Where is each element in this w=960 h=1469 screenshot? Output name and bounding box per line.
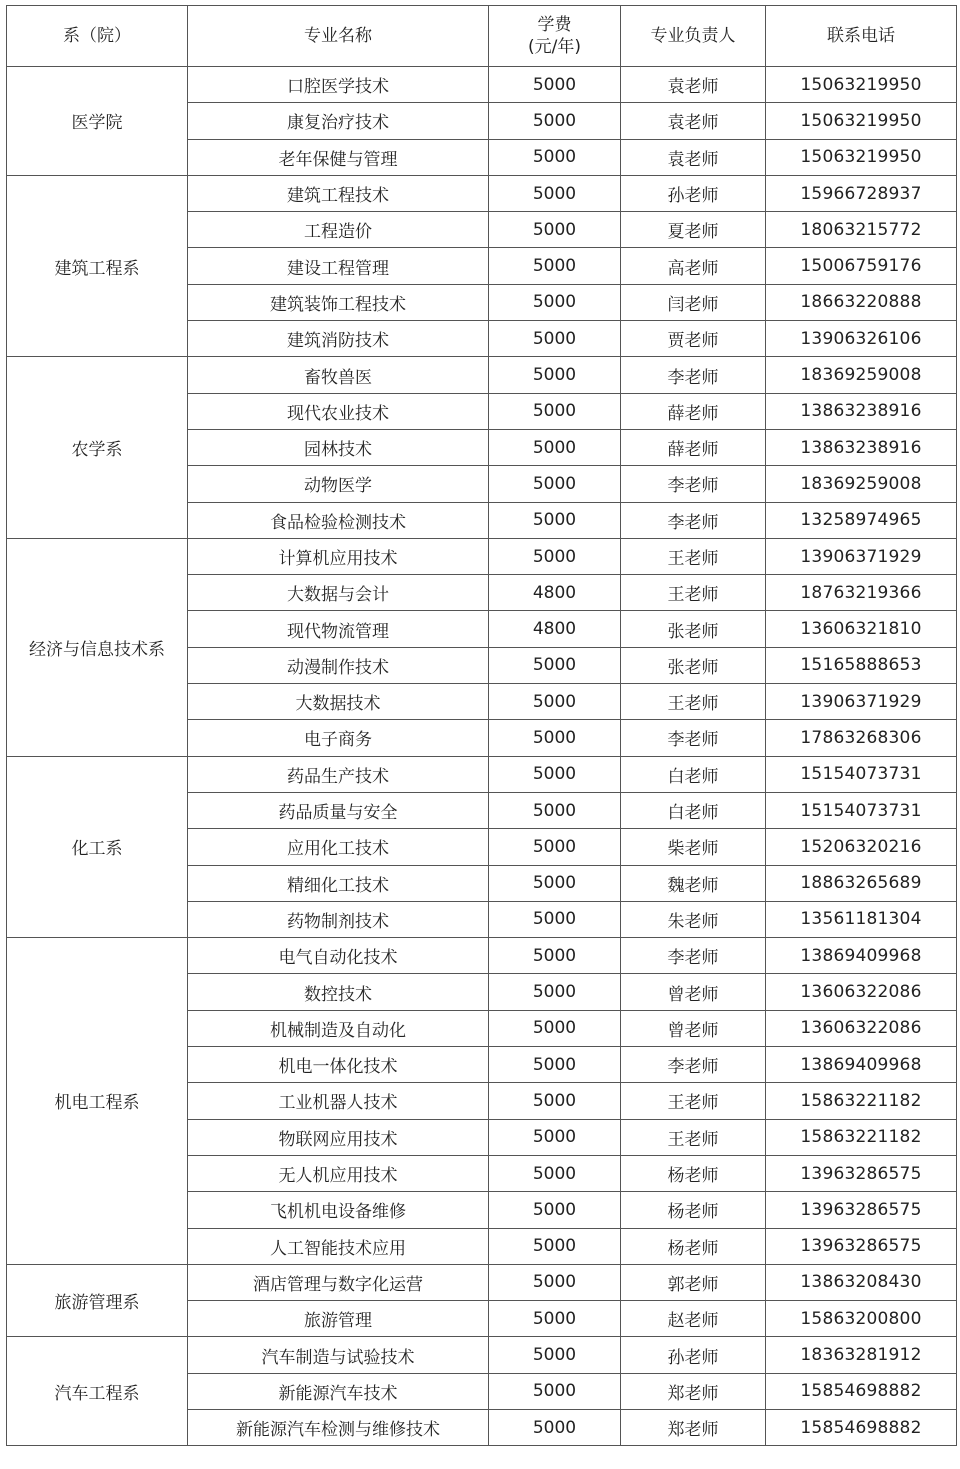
table-body bbox=[7, 67, 957, 1446]
phone-cell: 13606322086 bbox=[766, 974, 957, 1010]
phone-cell: 15854698882 bbox=[766, 1373, 957, 1409]
contact-person-cell: 杨老师 bbox=[621, 1155, 766, 1191]
contact-person-cell: 李老师 bbox=[621, 357, 766, 393]
header-row bbox=[7, 6, 957, 67]
major-cell: 园林技术 bbox=[188, 429, 489, 465]
contact-person-cell: 王老师 bbox=[621, 1083, 766, 1119]
header-contact-person: 专业负责人 bbox=[621, 6, 766, 67]
phone-cell: 15063219950 bbox=[766, 139, 957, 175]
contact-person-cell: 白老师 bbox=[621, 792, 766, 828]
phone-cell: 13258974965 bbox=[766, 502, 957, 538]
table-row bbox=[7, 538, 957, 574]
phone-cell: 15863221182 bbox=[766, 1083, 957, 1119]
major-cell: 机电一体化技术 bbox=[188, 1047, 489, 1083]
contact-person-cell: 王老师 bbox=[621, 1119, 766, 1155]
contact-person-cell: 王老师 bbox=[621, 684, 766, 720]
major-cell: 康复治疗技术 bbox=[188, 103, 489, 139]
major-cell: 动物医学 bbox=[188, 466, 489, 502]
fee-cell: 5000 bbox=[489, 901, 621, 937]
phone-cell: 15863221182 bbox=[766, 1119, 957, 1155]
phone-cell: 15063219950 bbox=[766, 103, 957, 139]
major-cell: 药品质量与安全 bbox=[188, 792, 489, 828]
table-row bbox=[7, 357, 957, 393]
fee-cell: 5000 bbox=[489, 1228, 621, 1264]
major-cell: 新能源汽车检测与维修技术 bbox=[188, 1409, 489, 1445]
contact-person-cell: 孙老师 bbox=[621, 175, 766, 211]
fee-cell: 5000 bbox=[489, 1264, 621, 1300]
major-cell: 飞机机电设备维修 bbox=[188, 1192, 489, 1228]
contact-person-cell: 孙老师 bbox=[621, 1337, 766, 1373]
phone-cell: 13606321810 bbox=[766, 611, 957, 647]
phone-cell: 18863265689 bbox=[766, 865, 957, 901]
dept-cell: 旅游管理系 bbox=[7, 1264, 188, 1337]
phone-cell: 13869409968 bbox=[766, 938, 957, 974]
fee-cell: 5000 bbox=[489, 466, 621, 502]
major-cell: 无人机应用技术 bbox=[188, 1155, 489, 1191]
fee-cell: 5000 bbox=[489, 248, 621, 284]
major-cell: 电气自动化技术 bbox=[188, 938, 489, 974]
fee-cell: 5000 bbox=[489, 684, 621, 720]
fee-cell: 5000 bbox=[489, 1409, 621, 1445]
phone-cell: 18063215772 bbox=[766, 212, 957, 248]
table-row bbox=[7, 756, 957, 792]
table-row bbox=[7, 1264, 957, 1300]
contact-person-cell: 赵老师 bbox=[621, 1301, 766, 1337]
fee-cell: 5000 bbox=[489, 357, 621, 393]
contact-person-cell: 李老师 bbox=[621, 1047, 766, 1083]
phone-cell: 13869409968 bbox=[766, 1047, 957, 1083]
fee-cell: 5000 bbox=[489, 647, 621, 683]
major-cell: 建筑工程技术 bbox=[188, 175, 489, 211]
fee-cell: 5000 bbox=[489, 429, 621, 465]
phone-cell: 13606322086 bbox=[766, 1010, 957, 1046]
phone-cell: 18363281912 bbox=[766, 1337, 957, 1373]
contact-person-cell: 王老师 bbox=[621, 538, 766, 574]
major-cell: 动漫制作技术 bbox=[188, 647, 489, 683]
fee-cell: 5000 bbox=[489, 284, 621, 320]
phone-cell: 15006759176 bbox=[766, 248, 957, 284]
fee-cell: 5000 bbox=[489, 1083, 621, 1119]
fee-cell: 5000 bbox=[489, 502, 621, 538]
phone-cell: 13863238916 bbox=[766, 393, 957, 429]
fee-cell: 5000 bbox=[489, 393, 621, 429]
major-cell: 畜牧兽医 bbox=[188, 357, 489, 393]
major-cell: 建筑消防技术 bbox=[188, 321, 489, 357]
phone-cell: 15154073731 bbox=[766, 792, 957, 828]
phone-cell: 13906371929 bbox=[766, 538, 957, 574]
phone-cell: 18663220888 bbox=[766, 284, 957, 320]
major-cell: 汽车制造与试验技术 bbox=[188, 1337, 489, 1373]
fee-cell: 5000 bbox=[489, 1155, 621, 1191]
fee-cell: 5000 bbox=[489, 175, 621, 211]
phone-cell: 13963286575 bbox=[766, 1192, 957, 1228]
major-cell: 物联网应用技术 bbox=[188, 1119, 489, 1155]
contact-person-cell: 薛老师 bbox=[621, 393, 766, 429]
fee-cell: 5000 bbox=[489, 1010, 621, 1046]
phone-cell: 13863238916 bbox=[766, 429, 957, 465]
phone-cell: 13561181304 bbox=[766, 901, 957, 937]
fee-cell: 5000 bbox=[489, 720, 621, 756]
major-cell: 工业机器人技术 bbox=[188, 1083, 489, 1119]
contact-person-cell: 朱老师 bbox=[621, 901, 766, 937]
major-cell: 电子商务 bbox=[188, 720, 489, 756]
fee-cell: 5000 bbox=[489, 139, 621, 175]
fee-cell: 5000 bbox=[489, 1301, 621, 1337]
major-cell: 老年保健与管理 bbox=[188, 139, 489, 175]
contact-person-cell: 白老师 bbox=[621, 756, 766, 792]
dept-cell: 经济与信息技术系 bbox=[7, 538, 188, 756]
fee-cell: 5000 bbox=[489, 792, 621, 828]
major-cell: 酒店管理与数字化运营 bbox=[188, 1264, 489, 1300]
contact-person-cell: 张老师 bbox=[621, 647, 766, 683]
table-row bbox=[7, 67, 957, 103]
table-row bbox=[7, 175, 957, 211]
major-cell: 口腔医学技术 bbox=[188, 67, 489, 103]
dept-cell: 汽车工程系 bbox=[7, 1337, 188, 1446]
phone-cell: 13863208430 bbox=[766, 1264, 957, 1300]
major-cell: 新能源汽车技术 bbox=[188, 1373, 489, 1409]
major-cell: 计算机应用技术 bbox=[188, 538, 489, 574]
fee-cell: 5000 bbox=[489, 103, 621, 139]
fee-cell: 5000 bbox=[489, 938, 621, 974]
contact-person-cell: 王老师 bbox=[621, 575, 766, 611]
contact-person-cell: 曾老师 bbox=[621, 1010, 766, 1046]
contact-person-cell: 薛老师 bbox=[621, 429, 766, 465]
phone-cell: 15966728937 bbox=[766, 175, 957, 211]
phone-cell: 13906326106 bbox=[766, 321, 957, 357]
contact-person-cell: 闫老师 bbox=[621, 284, 766, 320]
fee-cell: 5000 bbox=[489, 756, 621, 792]
header-phone: 联系电话 bbox=[766, 6, 957, 67]
phone-cell: 15863200800 bbox=[766, 1301, 957, 1337]
phone-cell: 15154073731 bbox=[766, 756, 957, 792]
contact-person-cell: 李老师 bbox=[621, 720, 766, 756]
phone-cell: 18369259008 bbox=[766, 357, 957, 393]
phone-cell: 17863268306 bbox=[766, 720, 957, 756]
fee-cell: 5000 bbox=[489, 1337, 621, 1373]
major-cell: 现代物流管理 bbox=[188, 611, 489, 647]
dept-cell: 农学系 bbox=[7, 357, 188, 538]
contact-person-cell: 杨老师 bbox=[621, 1228, 766, 1264]
table-row bbox=[7, 938, 957, 974]
contact-person-cell: 郭老师 bbox=[621, 1264, 766, 1300]
dept-cell: 化工系 bbox=[7, 756, 188, 937]
phone-cell: 18369259008 bbox=[766, 466, 957, 502]
dept-cell: 建筑工程系 bbox=[7, 175, 188, 356]
fee-cell: 5000 bbox=[489, 974, 621, 1010]
contact-person-cell: 李老师 bbox=[621, 938, 766, 974]
major-cell: 药品生产技术 bbox=[188, 756, 489, 792]
major-cell: 大数据与会计 bbox=[188, 575, 489, 611]
majors-table bbox=[6, 5, 957, 1446]
contact-person-cell: 张老师 bbox=[621, 611, 766, 647]
major-cell: 食品检验检测技术 bbox=[188, 502, 489, 538]
fee-cell: 5000 bbox=[489, 1119, 621, 1155]
phone-cell: 15206320216 bbox=[766, 829, 957, 865]
header-fee-line2: (元/年) bbox=[528, 37, 581, 57]
fee-cell: 5000 bbox=[489, 1047, 621, 1083]
major-cell: 机械制造及自动化 bbox=[188, 1010, 489, 1046]
major-cell: 建设工程管理 bbox=[188, 248, 489, 284]
contact-person-cell: 李老师 bbox=[621, 502, 766, 538]
contact-person-cell: 杨老师 bbox=[621, 1192, 766, 1228]
fee-cell: 5000 bbox=[489, 1373, 621, 1409]
contact-person-cell: 袁老师 bbox=[621, 103, 766, 139]
major-cell: 现代农业技术 bbox=[188, 393, 489, 429]
contact-person-cell: 高老师 bbox=[621, 248, 766, 284]
dept-cell: 机电工程系 bbox=[7, 938, 188, 1265]
contact-person-cell: 袁老师 bbox=[621, 67, 766, 103]
phone-cell: 18763219366 bbox=[766, 575, 957, 611]
fee-cell: 5000 bbox=[489, 829, 621, 865]
major-cell: 药物制剂技术 bbox=[188, 901, 489, 937]
fee-cell: 5000 bbox=[489, 865, 621, 901]
header-major: 专业名称 bbox=[188, 6, 489, 67]
major-cell: 数控技术 bbox=[188, 974, 489, 1010]
contact-person-cell: 魏老师 bbox=[621, 865, 766, 901]
contact-person-cell: 夏老师 bbox=[621, 212, 766, 248]
contact-person-cell: 李老师 bbox=[621, 466, 766, 502]
fee-cell: 5000 bbox=[489, 67, 621, 103]
header-fee bbox=[489, 6, 621, 67]
contact-person-cell: 曾老师 bbox=[621, 974, 766, 1010]
major-cell: 精细化工技术 bbox=[188, 865, 489, 901]
major-cell: 旅游管理 bbox=[188, 1301, 489, 1337]
phone-cell: 13906371929 bbox=[766, 684, 957, 720]
table-row bbox=[7, 1337, 957, 1373]
fee-cell: 4800 bbox=[489, 575, 621, 611]
major-cell: 大数据技术 bbox=[188, 684, 489, 720]
contact-person-cell: 柴老师 bbox=[621, 829, 766, 865]
phone-cell: 15063219950 bbox=[766, 67, 957, 103]
contact-person-cell: 贾老师 bbox=[621, 321, 766, 357]
contact-person-cell: 郑老师 bbox=[621, 1373, 766, 1409]
major-cell: 工程造价 bbox=[188, 212, 489, 248]
fee-cell: 5000 bbox=[489, 1192, 621, 1228]
fee-cell: 5000 bbox=[489, 212, 621, 248]
header-fee-line1: 学费 bbox=[537, 15, 572, 35]
fee-cell: 5000 bbox=[489, 538, 621, 574]
contact-person-cell: 袁老师 bbox=[621, 139, 766, 175]
phone-cell: 15165888653 bbox=[766, 647, 957, 683]
phone-cell: 15854698882 bbox=[766, 1409, 957, 1445]
header-dept: 系（院） bbox=[7, 6, 188, 67]
phone-cell: 13963286575 bbox=[766, 1228, 957, 1264]
fee-cell: 4800 bbox=[489, 611, 621, 647]
dept-cell: 医学院 bbox=[7, 67, 188, 176]
phone-cell: 13963286575 bbox=[766, 1155, 957, 1191]
major-cell: 建筑装饰工程技术 bbox=[188, 284, 489, 320]
major-cell: 应用化工技术 bbox=[188, 829, 489, 865]
contact-person-cell: 郑老师 bbox=[621, 1409, 766, 1445]
major-cell: 人工智能技术应用 bbox=[188, 1228, 489, 1264]
fee-cell: 5000 bbox=[489, 321, 621, 357]
